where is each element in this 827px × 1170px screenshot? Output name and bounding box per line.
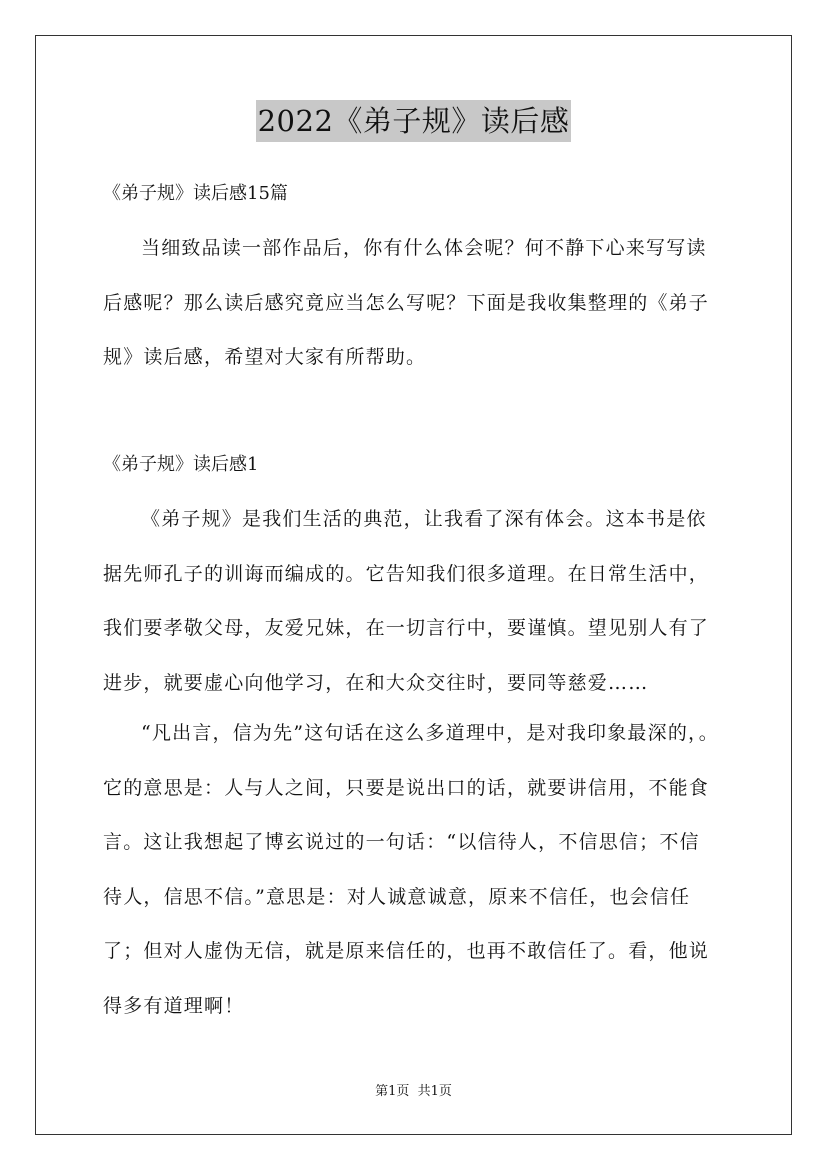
paragraph-line: 了；但对人虚伪无信，就是原来信任的，也再不敢信任了。看，他说: [103, 940, 710, 962]
intro-line: 后感呢？那么读后感究竟应当怎么写呢？下面是我收集整理的《弟子: [103, 291, 710, 314]
intro-line: 当细致品读一部作品后，你有什么体会呢？何不静下心来写写读: [141, 237, 707, 259]
paragraph-line: 得多有道理啊！: [103, 994, 245, 1017]
paragraph-line: “凡出言，信为先”这句话在这么多道理中，是对我印象最深的，。: [141, 722, 719, 744]
title-container: [0, 100, 827, 142]
paragraph-line: 据先师孔子的训诲而编成的。它告知我们很多道理。在日常生活中，: [103, 562, 710, 585]
page-footer: 第1页 共1页: [375, 1084, 452, 1099]
paragraph-line: 它的意思是：人与人之间，只要是说出口的话，就要讲信用，不能食: [103, 776, 710, 799]
paragraph-line: 我们要孝敬父母，友爱兄妹，在一切言行中，要谨慎。望见别人有了: [103, 617, 710, 639]
document-title: 2022《弟子规》读后感: [256, 100, 572, 142]
section1-paragraph-1: [103, 492, 733, 710]
paragraph-line: 《弟子规》是我们生活的典范，让我看了深有体会。这本书是依: [141, 508, 707, 530]
intro-line: 规》读后感，希望对大家有所帮助。: [103, 346, 427, 368]
section1-paragraph-2: [103, 706, 733, 1033]
document-subtitle: 《弟子规》读后感15篇: [103, 183, 288, 204]
paragraph-line: 待人，信思不信。”意思是：对人诚意诚意，原来不信任，也会信任: [103, 885, 691, 908]
paragraph-line: 进步，就要虚心向他学习，在和大众交往时，要同等慈爱……: [103, 671, 649, 694]
intro-paragraph: [103, 221, 733, 385]
paragraph-line: 言。这让我想起了博玄说过的一句话：“以信待人，不信思信；不信: [103, 831, 700, 853]
section-heading: 《弟子规》读后感1: [103, 454, 259, 475]
